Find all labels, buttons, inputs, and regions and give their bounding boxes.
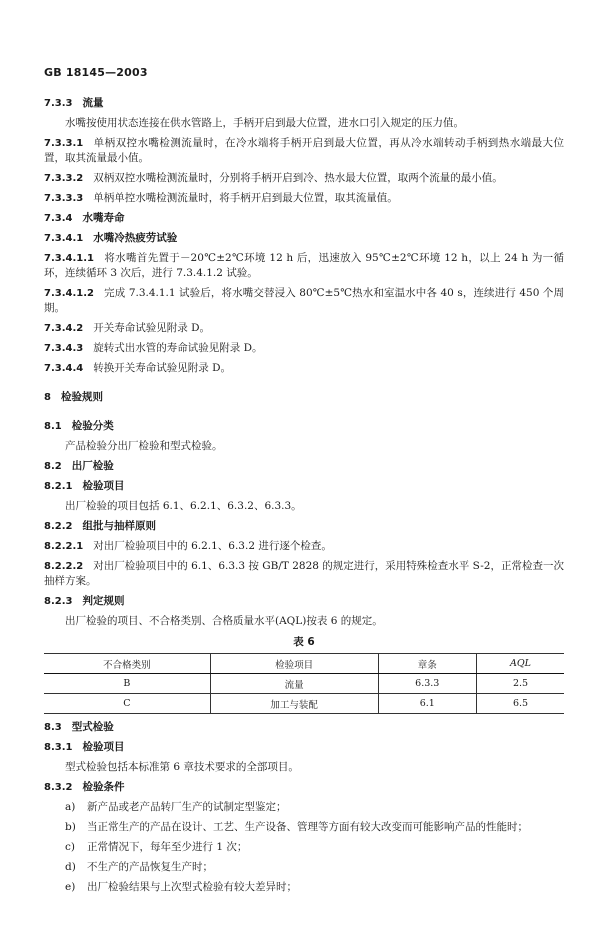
clause-paragraph (44, 720, 564, 735)
clause-paragraph (44, 439, 564, 454)
list-item (44, 880, 564, 895)
clause-number: 8.2.3 (44, 596, 73, 607)
clause-number: 7.3.4.3 (44, 343, 84, 354)
clause-paragraph (44, 211, 564, 226)
clause-paragraph (44, 459, 564, 474)
clause-text: 将水嘴首先置于－20℃±2℃环境 12 h 后，迅速放入 95℃±2℃环境 12 h，以上 24 h 为一循环，连续循环 3 次后，进行 7.3.4.1.2 试验。 (44, 252, 564, 279)
clause-number: 7.3.4.4 (44, 363, 84, 374)
table-6-caption: 表 6 (293, 636, 315, 648)
list-item-label: e) (65, 881, 76, 893)
clause-number: 8.2.2 (44, 521, 73, 532)
clause-number: 8.2 (44, 461, 62, 472)
clause-text: 开关寿命试验见附录 D。 (93, 322, 210, 334)
clause-number: 8.3.1 (44, 742, 73, 753)
clause-heading: 型式检验 (71, 721, 114, 733)
clause-heading: 检验规则 (60, 391, 103, 403)
clause-paragraph (44, 479, 564, 494)
clause-paragraph (44, 231, 564, 246)
clause-paragraph (44, 171, 564, 186)
clause-paragraph (44, 780, 564, 795)
table-header-row (44, 654, 564, 674)
clause-number: 8.3 (44, 722, 62, 733)
clause-number: 8.2.2.1 (44, 541, 84, 552)
list-item (44, 860, 564, 875)
clause-heading: 水嘴冷热疲劳试验 (93, 232, 178, 244)
table-row (44, 674, 564, 694)
clause-number: 8.3.2 (44, 782, 73, 793)
clause-text: 水嘴按使用状态连接在供水管路上，手柄开启到最大位置，进水口引入规定的压力值。 (65, 117, 464, 129)
clause-paragraph (44, 760, 564, 775)
clause-heading: 水嘴寿命 (82, 212, 125, 224)
page-content (44, 96, 564, 900)
clause-paragraph (44, 419, 564, 434)
clause-paragraph (44, 191, 564, 206)
clause-paragraph (44, 116, 564, 131)
clause-text: 对出厂检验项目中的 6.1、6.3.3 按 GB/T 2828 的规定进行，采用特殊检查水平 S-2，正常检查一次抽样方案。 (44, 560, 564, 587)
clause-paragraph (44, 390, 564, 405)
clause-heading: 组批与抽样原则 (82, 520, 156, 532)
clause-paragraph (44, 594, 564, 609)
list-item-label: a) (65, 801, 76, 813)
list-item-text: 出厂检验结果与上次型式检验有较大差异时； (87, 881, 297, 893)
clause-text: 对出厂检验项目中的 6.2.1、6.3.2 进行逐个检查。 (93, 540, 332, 552)
table-6 (44, 653, 564, 714)
clause-text: 出厂检验的项目包括 6.1、6.2.1、6.3.2、6.3.3。 (65, 500, 302, 512)
clause-paragraph (44, 286, 564, 316)
list-item-label: c) (65, 841, 75, 853)
clause-paragraph (44, 341, 564, 356)
clauses-section-7-8 (44, 96, 564, 629)
list-item-label: d) (65, 861, 76, 873)
standard-number: GB 18145—2003 (44, 66, 148, 79)
clause-heading: 检验条件 (82, 781, 125, 793)
clause-text: 型式检验包括本标准第 6 章技术要求的全部项目。 (65, 761, 299, 773)
clause-number: 8.2.1 (44, 481, 73, 492)
table-header-cell: 章条 (378, 654, 477, 674)
table-cell: 加工与装配 (210, 694, 378, 714)
clause-number: 7.3.4.1.1 (44, 253, 94, 264)
clause-heading: 判定规则 (82, 595, 125, 607)
clause-heading: 检验项目 (82, 741, 125, 753)
clause-number: 7.3.3.3 (44, 193, 84, 204)
table-cell: 6.3.3 (378, 674, 477, 694)
clause-number: 7.3.4.1.2 (44, 288, 94, 299)
clause-number: 8.1 (44, 421, 62, 432)
table-cell: 2.5 (477, 674, 564, 694)
table-cell: B (44, 674, 210, 694)
clause-text: 旋转式出水管的寿命试验见附录 D。 (93, 342, 263, 354)
clause-paragraph (44, 136, 564, 166)
table-header-cell: 不合格类别 (44, 654, 210, 674)
table-header-cell: AQL (477, 654, 564, 674)
clause-paragraph (44, 559, 564, 589)
clause-text: 单柄单控水嘴检测流量时，将手柄开启到最大位置，取其流量值。 (93, 192, 398, 204)
clause-text: 完成 7.3.4.1.1 试验后，将水嘴交替浸入 80℃±5℃热水和室温水中各 40 s，连续进行 450 个周期。 (44, 287, 564, 314)
list-item (44, 840, 564, 855)
list-item (44, 800, 564, 815)
list-item-label: b) (65, 821, 76, 833)
clause-paragraph (44, 321, 564, 336)
table-cell: 6.5 (477, 694, 564, 714)
clauses-section-8-3 (44, 720, 564, 795)
clause-number: 8 (44, 392, 51, 403)
clause-paragraph (44, 740, 564, 755)
list-item (44, 820, 564, 835)
clause-paragraph (44, 251, 564, 281)
clause-paragraph (44, 614, 564, 629)
clause-number: 7.3.4.1 (44, 233, 84, 244)
list-item-text: 当正常生产的产品在设计、工艺、生产设备、管理等方面有较大改变而可能影响产品的性能时； (87, 821, 528, 833)
clause-paragraph (44, 539, 564, 554)
table-row (44, 694, 564, 714)
inspection-conditions-list (44, 800, 564, 895)
clause-heading: 出厂检验 (71, 460, 114, 472)
list-item-text: 新产品或老产品转厂生产的试制定型鉴定； (87, 801, 287, 813)
clause-paragraph (44, 96, 564, 111)
list-item-text: 正常情况下，每年至少进行 1 次； (87, 841, 248, 853)
clause-number: 7.3.3 (44, 98, 73, 109)
clause-heading: 流量 (82, 97, 104, 109)
clause-heading: 检验分类 (71, 420, 114, 432)
clause-text: 产品检验分出厂检验和型式检验。 (65, 440, 223, 452)
clause-paragraph (44, 499, 564, 514)
clause-number: 7.3.3.2 (44, 173, 84, 184)
clause-text: 转换开关寿命试验见附录 D。 (93, 362, 231, 374)
clause-number: 7.3.4.2 (44, 323, 84, 334)
clause-number: 7.3.4 (44, 213, 73, 224)
table-cell: C (44, 694, 210, 714)
clause-number: 7.3.3.1 (44, 138, 84, 149)
table-cell: 6.1 (378, 694, 477, 714)
list-item-text: 不生产的产品恢复生产时； (87, 861, 213, 873)
clause-paragraph (44, 361, 564, 376)
clause-text: 出厂检验的项目、不合格类别、合格质量水平(AQL)按表 6 的规定。 (65, 615, 383, 627)
table-cell: 流量 (210, 674, 378, 694)
clause-number: 8.2.2.2 (44, 561, 84, 572)
clause-text: 单柄双控水嘴检测流量时，在冷水端将手柄开启到最大位置，再从冷水端转动手柄到热水端最大位置，取其流量最小值。 (44, 137, 564, 164)
table-header-cell: 检验项目 (210, 654, 378, 674)
clause-paragraph (44, 519, 564, 534)
clause-text: 双柄双控水嘴检测流量时，分别将手柄开启到冷、热水最大位置，取两个流量的最小值。 (93, 172, 503, 184)
clause-heading: 检验项目 (82, 480, 125, 492)
